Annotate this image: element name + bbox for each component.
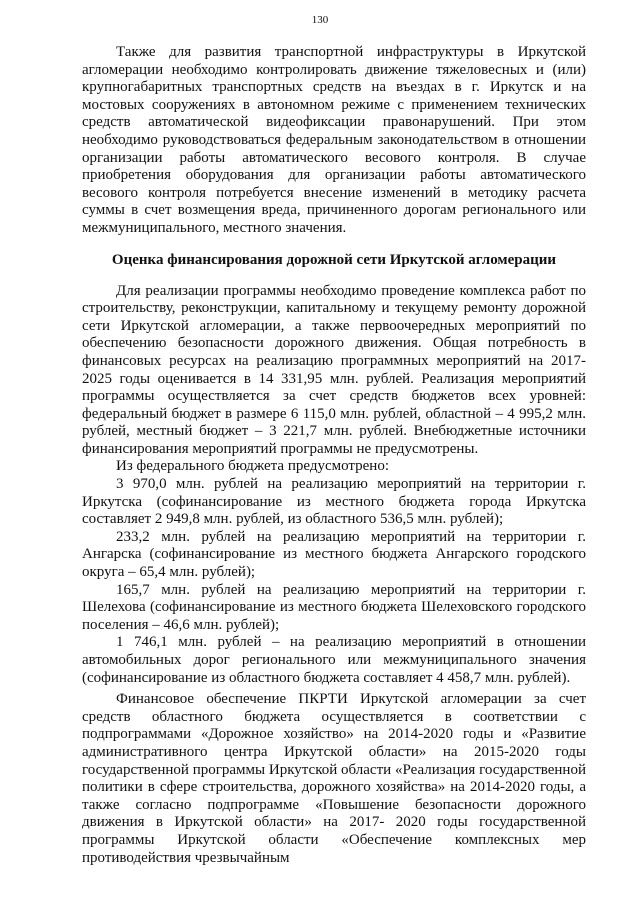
paragraph-irkutsk-funding: 3 970,0 млн. рублей на реализацию мероприятий на территории г. Иркутска (софинансирование из местного бюджета города Иркутска составляет 2 949,8 млн. рублей, из областного 536,5 млн. рублей); xyxy=(82,476,586,528)
paragraph-angarsk-funding: 233,2 млн. рублей на реализацию мероприятий на территории г. Ангарска (софинансирование из местного бюджета Ангарского городского округа – 65,4 млн. рублей); xyxy=(82,528,586,581)
page-number: 130 xyxy=(311,14,329,26)
paragraph-regional-budget-programs: Финансовое обеспечение ПКРТИ Иркутской агломерации за счет средств областного бюджета осуществляется в соответствии с подпрограммами «Дорожное хозяйство» на 2014-2020 годы и «Развитие административного центра Иркутской области» на 2015-2020 годы государственной программы Иркутской области «Реализация государственной политики в сфере строительства, дорожного хозяйства» на 2014-2020 годы, а также согласно подпрограмме «Повышение безопасности дорожного движения в Иркутской области» на 2017- 2020 годы государственной программы Иркутской области «Обеспечение комплексных мер противодействия чрезвычайным xyxy=(82,691,586,866)
paragraph-shelekhov-funding: 165,7 млн. рублей на реализацию мероприятий на территории г. Шелехова (софинансирование из местного бюджета Шелеховского городского поселения – 46,6 млн. рублей); xyxy=(82,581,586,633)
document-body xyxy=(82,44,586,867)
paragraph-financing-overview: Для реализации программы необходимо проведение комплекса работ по строительству, реконструкции, капитальному и текущему ремонту дорожной сети Иркутской агломерации, а также первоочередных мероприятий по обеспечению безопасности дорожного движения. Общая потребность в финансовых ресурсах на реализацию программных мероприятий на 2017-2025 годы оценивается в 14 331,95 млн. рублей. Реализация мероприятий программы осуществляется за счет средств бюджетов всех уровней: федеральный бюджет в размере 6 115,0 млн. рублей, областной – 4 995,2 млн. рублей, местный бюджет – 3 221,7 млн. рублей. Внебюджетные источники финансирования мероприятий программы не предусмотрены. xyxy=(82,282,586,457)
paragraph-federal-budget-intro: Из федерального бюджета предусмотрено: xyxy=(116,458,389,475)
section-heading: Оценка финансирования дорожной сети Иркутской агломерации xyxy=(111,251,557,268)
paragraph-regional-roads-funding: 1 746,1 млн. рублей – на реализацию мероприятий в отношении автомобильных дорог регионального или межмуниципального значения (софинансирование из областного бюджета составляет 4 458,7 млн. рублей). xyxy=(82,634,586,686)
paragraph-transport-control: Также для развития транспортной инфраструктуры в Иркутской агломерации необходимо контролировать движение тяжеловесных и (или) крупногабаритных транспортных средств на въездах в г. Иркутск и на мостовых сооружениях в автономном режиме с применением технических средств автоматической видеофиксации правонарушений. При этом необходимо руководствоваться федеральным законодательством в отношении организации работы автоматического весового контроля. В случае приобретения оборудования для организации работы автоматического весового контроля потребуется внесение изменений в методику расчета суммы в счет возмещения вреда, причиненного дорогам регионального или межмуниципального, местного значения. xyxy=(82,44,586,236)
